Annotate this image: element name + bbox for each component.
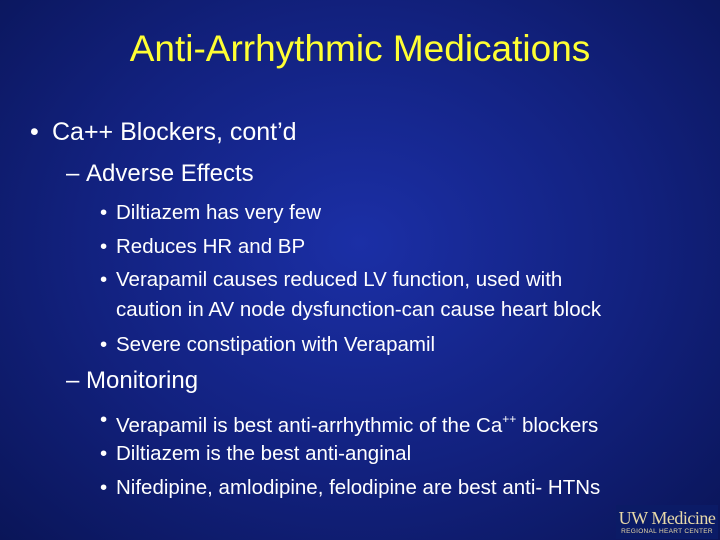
bullet-text: Ca++ Blockers, cont’d [52, 118, 297, 146]
list-item-text: Diltiazem is the best anti-anginal [116, 442, 412, 465]
list-item-text: caution in AV node dysfunction-can cause heart block [116, 298, 602, 321]
list-item-text: Nifedipine, amlodipine, felodipine are best anti- HTNs [116, 476, 601, 499]
subheading-text: Adverse Effects [86, 160, 254, 187]
bullet-icon: • [100, 442, 108, 465]
bullet-icon: • [100, 268, 108, 291]
subheading-monitoring [66, 367, 198, 395]
list-item-text [116, 404, 598, 441]
list-item-text-tail: blockers [516, 414, 599, 437]
superscript-plus: ++ [502, 412, 517, 426]
subheading-adverse-effects [66, 160, 254, 188]
slide-title: Anti-Arrhythmic Medications [129, 28, 591, 69]
dash-icon: – [66, 160, 80, 187]
list-item-text: Reduces HR and BP [116, 235, 306, 258]
bullet-icon: • [30, 118, 39, 146]
bullet-icon: • [100, 235, 108, 258]
list-item-text: Diltiazem has very few [116, 201, 322, 224]
list-item-text-main: Verapamil is best anti-arrhythmic of the Ca [116, 414, 503, 437]
logo-sub-text: REGIONAL HEART CENTER [621, 528, 713, 535]
bullet-icon: • [100, 476, 108, 499]
bullet-icon: • [100, 408, 108, 431]
dash-icon: – [66, 367, 80, 394]
uw-medicine-logo [616, 505, 718, 539]
bullet-icon: • [100, 333, 108, 356]
bullet-icon: • [100, 201, 108, 224]
list-item-text: Verapamil causes reduced LV function, used with [116, 268, 563, 291]
list-item-text: Severe constipation with Verapamil [116, 333, 436, 356]
subheading-text: Monitoring [86, 367, 199, 394]
logo-main-text: UW Medicine [618, 508, 716, 528]
